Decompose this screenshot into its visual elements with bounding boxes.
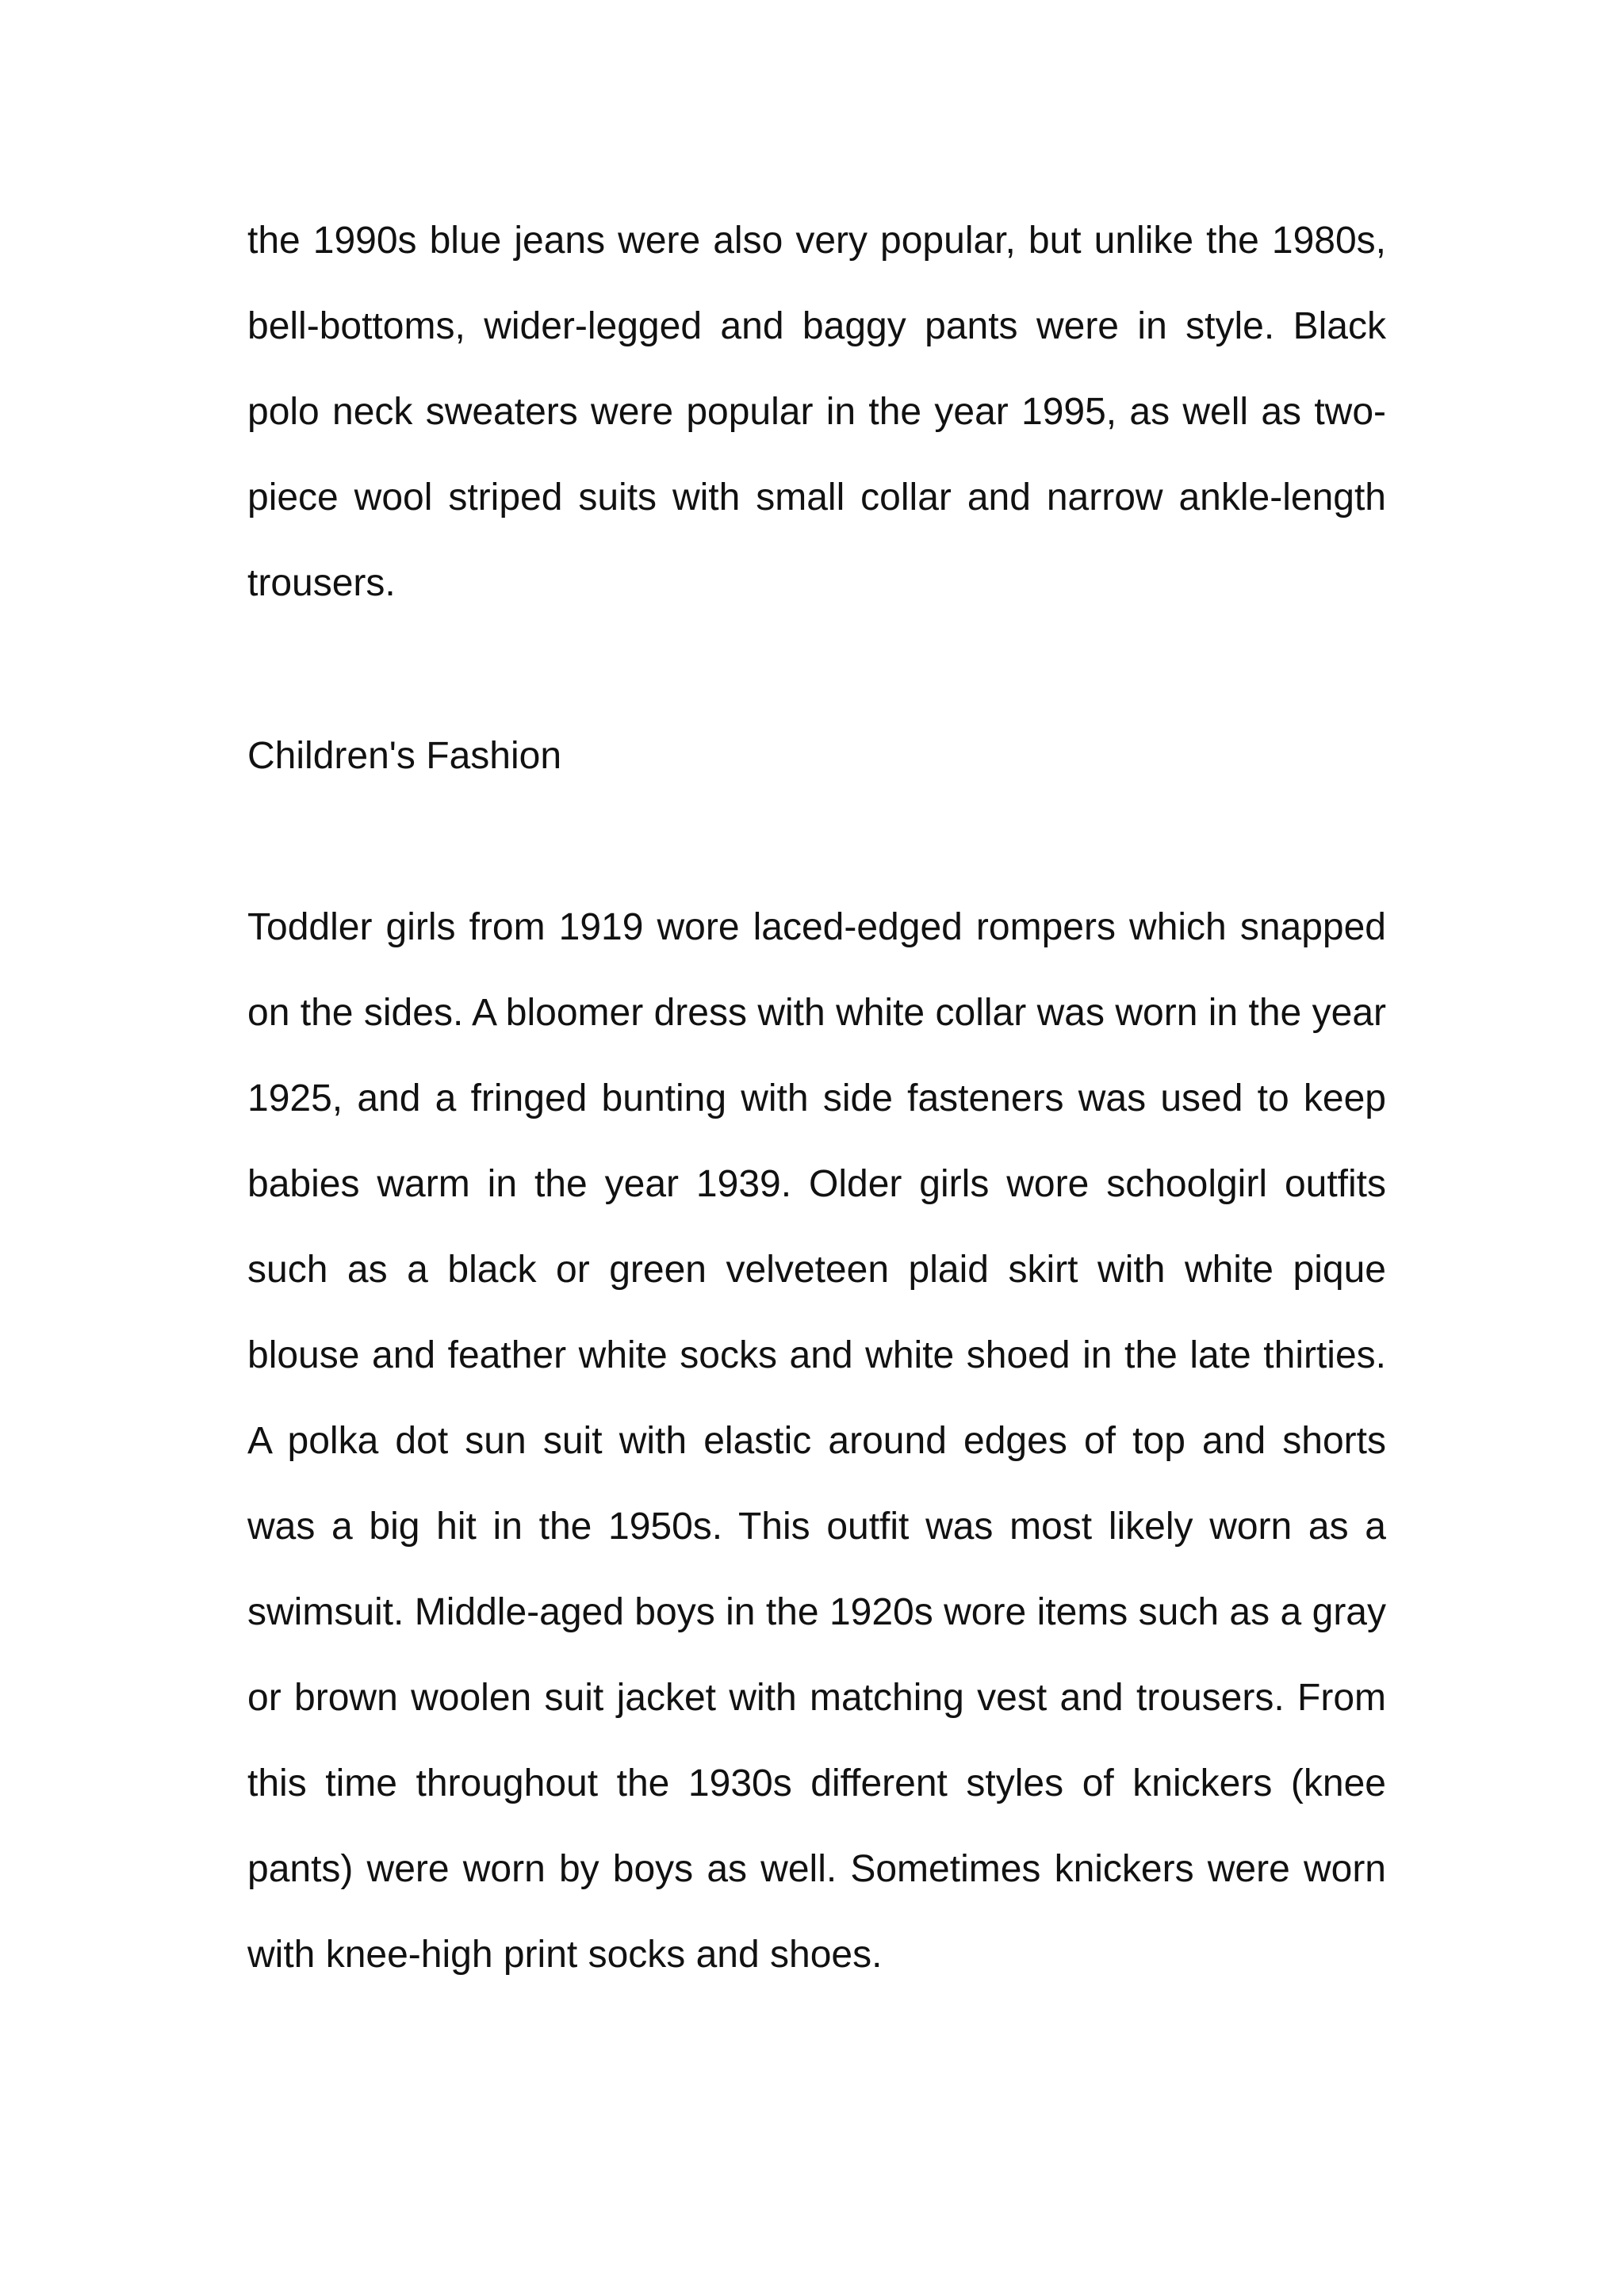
section-heading-childrens-fashion: Children's Fashion xyxy=(247,735,562,777)
paragraph-childrens-fashion: Toddler girls from 1919 wore laced-edged rompers which snapped on the sides. A bloomer dress with white collar was worn in the year 1925, and a fringed bunting with side fasteners was used to keep babies warm in the year 1939. Older girls wore schoolgirl outfits such as a black or green velveteen plaid skirt with white pique blouse and feather white socks and white shoed in the late thirties. A polka dot sun suit with elastic around edges of top and shorts was a big hit in the 1950s. This outfit was most likely worn as a swimsuit. Middle-aged boys in the 1920s wore items such as a gray or brown woolen suit jacket with matching vest and trousers. From this time throughout the 1930s different styles of knickers (knee pants) were worn by boys as well. Sometimes knickers were worn with knee-high print socks and shoes. xyxy=(247,906,1386,1976)
paragraph-1990s-fashion: the 1990s blue jeans were also very popular, but unlike the 1980s, bell-bottoms, wider-legged and baggy pants were in style. Black polo neck sweaters were popular in the year 1995, as well as two-piece wool striped suits with small collar and narrow ankle-length trousers. xyxy=(247,220,1386,604)
